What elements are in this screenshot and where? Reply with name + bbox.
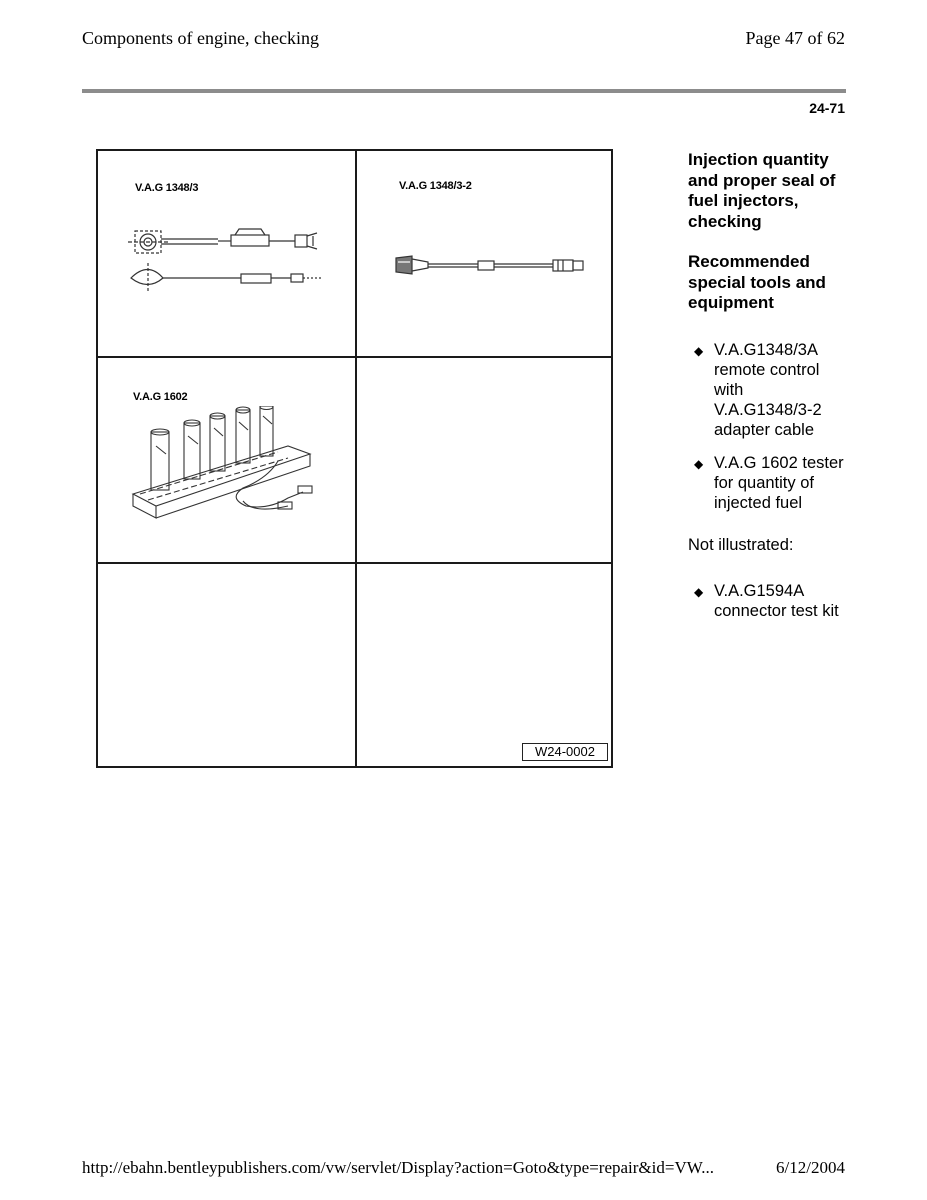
tool-label-vag1602: V.A.G 1602 xyxy=(133,391,188,403)
tool-label-vag1348-3-2: V.A.G 1348/3-2 xyxy=(399,180,472,192)
page-counter: Page 47 of 62 xyxy=(745,28,845,48)
list-item xyxy=(688,340,846,441)
grid-divider-horizontal xyxy=(98,562,611,564)
figure-reference: W24-0002 xyxy=(522,743,608,761)
tools-heading: Recommended special tools and equipment xyxy=(688,252,826,312)
section-number: 24-71 xyxy=(809,100,845,116)
diamond-icon: ◆ xyxy=(694,343,704,358)
tools-figure xyxy=(96,149,613,768)
list-item-text: V.A.G 1602 tester for quantity of injected fuel xyxy=(714,453,844,512)
document-title: Components of engine, checking xyxy=(82,28,319,48)
diamond-icon: ◆ xyxy=(694,585,704,600)
procedure-heading: Injection quantity and proper seal of fuel injectors, checking xyxy=(688,150,836,231)
header-divider xyxy=(82,89,846,93)
remote-control-illustration xyxy=(123,223,333,303)
injector-tester-illustration xyxy=(128,406,328,531)
tool-label-vag1348-3: V.A.G 1348/3 xyxy=(135,182,199,194)
sidebar xyxy=(688,150,846,622)
grid-divider-vertical xyxy=(355,151,357,766)
tools-list xyxy=(688,340,846,514)
list-item-text: V.A.G1594A connector test kit xyxy=(714,582,839,621)
list-item xyxy=(688,453,846,514)
not-illustrated-list xyxy=(688,581,846,621)
footer-date: 6/12/2004 xyxy=(776,1158,845,1177)
list-item xyxy=(688,581,846,621)
not-illustrated-label: Not illustrated: xyxy=(688,536,794,555)
grid-divider-horizontal xyxy=(98,356,611,358)
adapter-cable-illustration xyxy=(388,246,593,286)
diamond-icon: ◆ xyxy=(694,456,704,471)
footer-url: http://ebahn.bentleypublishers.com/vw/servlet/Display?action=Goto&type=repair&id=VW... xyxy=(82,1158,714,1177)
list-item-text: V.A.G1348/3A remote control with V.A.G1348/3-2 adapter cable xyxy=(714,340,822,440)
